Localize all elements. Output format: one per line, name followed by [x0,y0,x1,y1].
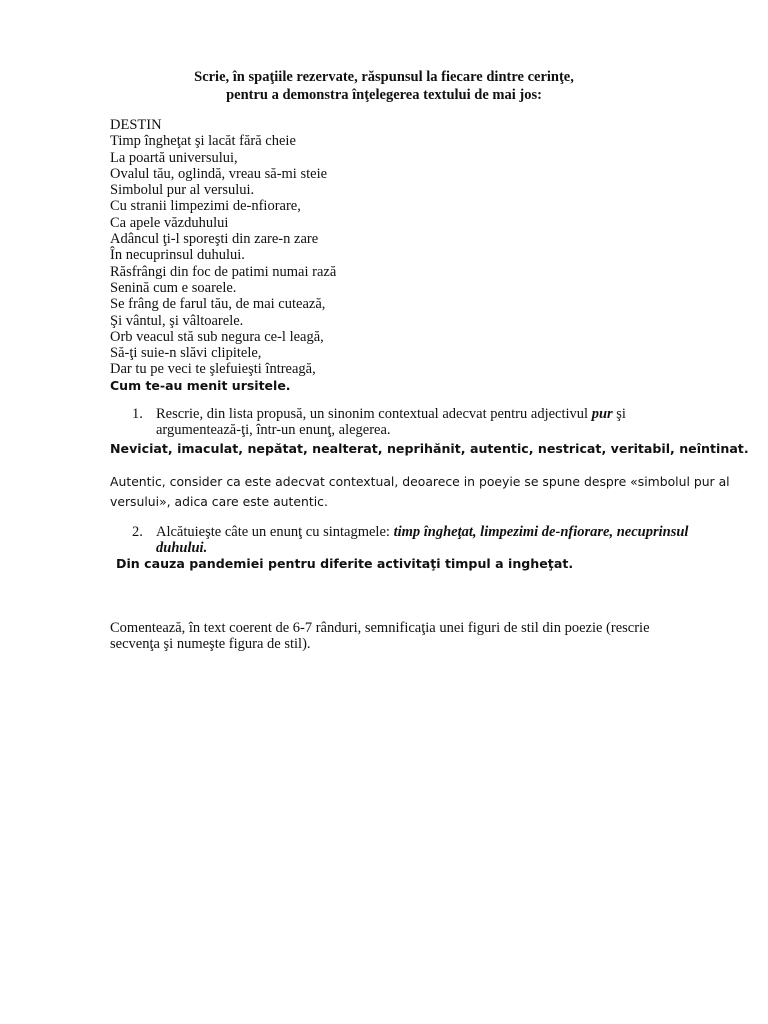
heading-line-1: Scrie, în spaţiile rezervate, răspunsul la fiecare dintre cerinţe, [194,69,574,85]
poem-line: Ca apele văzduhului [110,214,229,231]
question-2 [132,524,688,556]
poem-line: Răsfrângi din foc de patimi numai rază [110,263,337,280]
question-emphasis: pur [591,406,613,422]
poem-line: Simbolul pur al versului. [110,182,255,199]
question-number: 1. [132,406,143,422]
question-emphasis: timp îngheţat, limpezimi de-nfiorare, necuprinsul [393,524,689,540]
answer-1 [110,472,730,512]
question-continuation: argumentează-ţi, într-un enunţ, alegerea. [156,422,391,438]
poem-last-line: Cum te-au menit ursitele. [110,377,291,393]
question-emphasis: duhului. [156,540,208,556]
question-number: 2. [132,524,143,540]
poem-line: Cu stranii limpezimi de-nfiorare, [110,198,301,215]
poem-line: Se frâng de farul tău, de mai cutează, [110,296,326,313]
instructions-heading [0,68,768,104]
poem-title: DESTIN [110,117,162,133]
question-text [156,524,688,540]
poem [110,117,336,394]
poem-line: Dar tu pe veci te şlefuieşti întreagă, [110,361,316,378]
question-text [156,406,626,422]
heading-line-2: pentru a demonstra înţelegerea textului de mai jos: [226,87,542,103]
question-text-part: Alcătuieşte câte un enunţ cu sintagmele: [156,524,394,540]
poem-line: Să-ţi suie-n slăvi clipitele, [110,345,262,362]
answer-line: Autentic, consider ca este adecvat contextual, deoarece in poeyie se spune despre «simbolul pur al [110,474,730,489]
question-line: secvenţa şi numeşte figura de stil). [110,636,311,652]
question-text-part: Rescrie, din lista propusă, un sinonim contextual adecvat pentru adjectivul [156,406,592,422]
poem-line: În necuprinsul duhului. [110,247,245,264]
question-continuation [132,540,688,556]
synonym-word-list: Neviciat, imaculat, nepătat, nealterat, neprihănit, autentic, nestricat, veritabil, neîntinat. [110,441,749,456]
poem-line: Ovalul tău, oglindă, vreau să-mi steie [110,165,328,182]
poem-line: Timp îngheţat şi lacăt fără cheie [110,133,296,150]
question-text-part: şi [612,406,626,422]
question-line: Comentează, în text coerent de 6-7 rânduri, semnificaţia unei figuri de stil din poezie (rescrie [110,620,650,636]
question-1 [132,406,626,438]
poem-line: Adâncul ţi-l sporeşti din zare-n zare [110,231,319,248]
poem-line: La poartă universului, [110,149,238,166]
answer-line: versului», adica care este autentic. [110,494,328,509]
question-3 [110,620,650,652]
poem-line: Senină cum e soarele. [110,279,237,296]
poem-line: Orb veacul stă sub negura ce-l leagă, [110,328,324,345]
answer-2: Din cauza pandemiei pentru diferite activitaţi timpul a ingheţat. [116,556,574,571]
poem-line: Şi vântul, şi vâltoarele. [110,312,244,329]
